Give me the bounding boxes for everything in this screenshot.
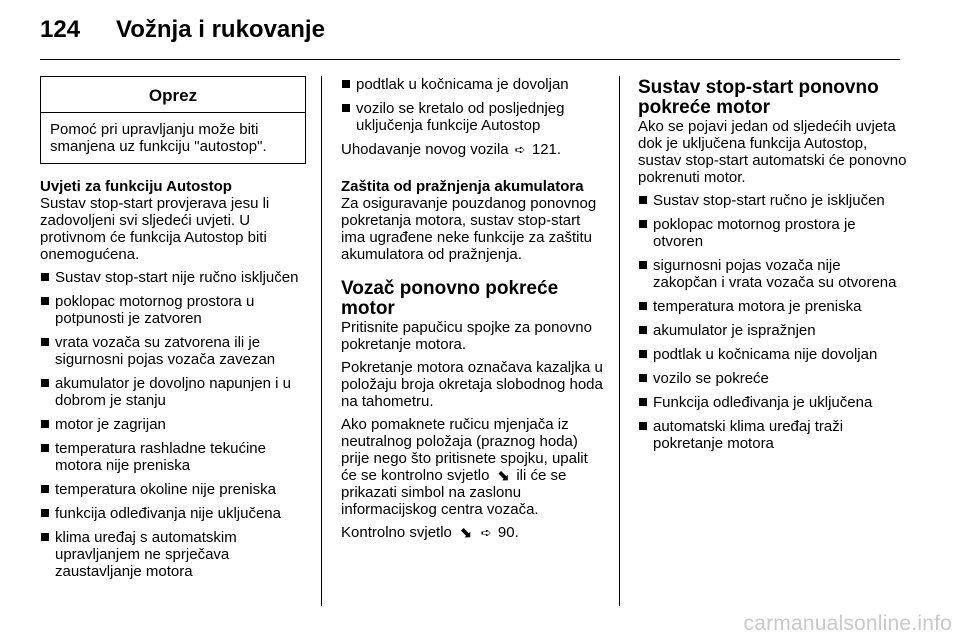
bullet-icon xyxy=(41,297,49,305)
caution-title: Oprez xyxy=(41,77,305,113)
list-item: akumulator je dovoljno napunjen i u dobrom je stanju xyxy=(40,375,306,409)
conditions-heading: Uvjeti za funkciju Autostop xyxy=(40,178,232,195)
lamp-reference: Kontrolno svjetlo ⬊ ➪ 90. xyxy=(341,524,519,541)
page-number: 124 xyxy=(40,16,81,43)
watermark: carmanualsonline.info xyxy=(743,612,952,635)
column-divider xyxy=(619,76,620,606)
list-item: Funkcija odleđivanja je uključena xyxy=(638,394,908,411)
bullet-icon xyxy=(41,273,49,281)
page-reference-icon: ➪ xyxy=(514,142,526,157)
bullet-icon xyxy=(41,485,49,493)
conditions-list-continued xyxy=(341,76,605,134)
caution-box xyxy=(40,76,306,164)
list-item: Sustav stop-start nije ručno isključen xyxy=(40,269,306,286)
shift-lamp-icon: ⬊ xyxy=(459,524,472,541)
bullet-icon xyxy=(639,350,647,358)
bullet-icon xyxy=(342,80,350,88)
page-title: Vožnja i rukovanje xyxy=(116,16,325,43)
bullet-icon xyxy=(41,444,49,452)
bullet-icon xyxy=(41,533,49,541)
bullet-icon xyxy=(639,398,647,406)
bullet-icon xyxy=(41,509,49,517)
system-restart-intro: Ako se pojavi jedan od sljedećih uvjeta dok je uključena funkcija Autostop, sustav stop-start automatski će ponovno pokrenuti motor. xyxy=(638,118,907,186)
caution-text: Pomoć pri upravljanju može biti smanjena uz funkciju "autostop". xyxy=(50,121,267,155)
system-restart-heading: Sustav stop-start ponovno pokreće motor xyxy=(638,77,879,118)
bullet-icon xyxy=(41,338,49,346)
page-header xyxy=(40,16,325,56)
battery-text: Za osiguravanje pouzdanog ponovnog pokretanja motora, sustav stop-start ima ugrađene neke funkcije za zaštitu akumulatora od pražnjenja. xyxy=(341,195,597,263)
column-divider xyxy=(321,76,322,606)
list-item: sigurnosni pojas vozača nije zakopčan i vrata vozača su otvorena xyxy=(638,257,908,291)
list-item: temperatura okoline nije preniska xyxy=(40,481,306,498)
bullet-icon xyxy=(639,422,647,430)
bullet-icon xyxy=(639,326,647,334)
bullet-icon xyxy=(41,379,49,387)
header-rule xyxy=(40,59,900,60)
list-item: vozilo se pokreće xyxy=(638,370,908,387)
column-1 xyxy=(40,76,306,587)
list-item: temperatura rashladne tekućine motora nije preniska xyxy=(40,440,306,474)
list-item: vozilo se kretalo od posljednjeg uključenja funkcije Autostop xyxy=(341,100,605,134)
list-item: funkcija odleđivanja nije uključena xyxy=(40,505,306,522)
conditions-intro: Sustav stop-start provjerava jesu li zadovoljeni svi sljedeći uvjeti. U protivnom će funkcija Autostop biti onemogućena. xyxy=(40,195,270,263)
driver-restart-p3: Ako pomaknete ručicu mjenjača iz neutralnog položaja (praznog hoda) prije nego što pritisnete spojku, upalit će se kontrolno svjetlo ⬊ ili će se prikazati simbol na zaslonu informacijskog centra vozača. xyxy=(341,416,588,518)
bullet-icon xyxy=(639,196,647,204)
bullet-icon xyxy=(639,261,647,269)
list-item: motor je zagrijan xyxy=(40,416,306,433)
list-item: vrata vozača su zatvorena ili je sigurnosni pojas vozača zavezan xyxy=(40,334,306,368)
bullet-icon xyxy=(639,220,647,228)
list-item: akumulator je ispražnjen xyxy=(638,322,908,339)
bullet-icon xyxy=(639,374,647,382)
breakin-reference: Uhodavanje novog vozila ➪ 121. xyxy=(341,141,562,158)
list-item: podtlak u kočnicama je dovoljan xyxy=(341,76,605,93)
restart-conditions-list xyxy=(638,192,908,452)
page-reference-icon: ➪ xyxy=(480,525,492,540)
driver-restart-heading: Vozač ponovno pokreće motor xyxy=(341,278,559,319)
shift-lamp-icon: ⬊ xyxy=(496,467,510,484)
list-item: automatski klima uređaj traži pokretanje motora xyxy=(638,418,908,452)
list-item: Sustav stop-start ručno je isključen xyxy=(638,192,908,209)
list-item: poklopac motornog prostora u potpunosti je zatvoren xyxy=(40,293,306,327)
column-3 xyxy=(638,76,908,459)
list-item: klima uređaj s automatskim upravljanjem ne sprječava zaustavljanje motora xyxy=(40,529,306,580)
list-item: poklopac motornog prostora je otvoren xyxy=(638,216,908,250)
column-2 xyxy=(341,76,605,547)
battery-heading: Zaštita od pražnjenja akumulatora xyxy=(341,178,584,195)
bullet-icon xyxy=(342,104,350,112)
list-item: temperatura motora je preniska xyxy=(638,298,908,315)
bullet-icon xyxy=(41,420,49,428)
driver-restart-p2: Pokretanje motora označava kazaljka u položaju broja okretaja slobodnog hoda na tahometru. xyxy=(341,359,603,410)
driver-restart-p1: Pritisnite papučicu spojke za ponovno pokretanje motora. xyxy=(341,319,592,353)
bullet-icon xyxy=(639,302,647,310)
list-item: podtlak u kočnicama nije dovoljan xyxy=(638,346,908,363)
conditions-list xyxy=(40,269,306,580)
